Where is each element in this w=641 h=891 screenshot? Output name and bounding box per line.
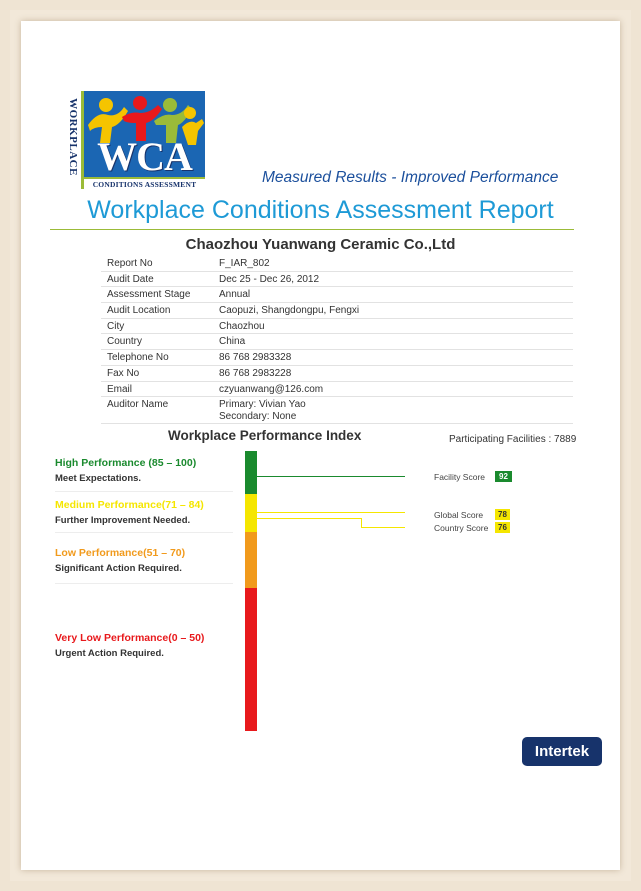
info-row-auditor: [101, 397, 573, 424]
bar-segment-medium: [245, 494, 257, 532]
info-value: Annual: [219, 289, 251, 301]
info-value: Caopuzi, Shangdongpu, Fengxi: [219, 305, 360, 317]
info-row: [101, 382, 573, 398]
info-label: Telephone No: [107, 352, 169, 364]
band-title: Very Low Performance(0 – 50): [55, 632, 205, 644]
info-label: Assessment Stage: [107, 289, 191, 301]
band-divider: [55, 532, 233, 533]
info-label: Report No: [107, 258, 153, 269]
info-row: [101, 287, 573, 303]
info-row: [101, 256, 573, 272]
facility-score-line: [257, 476, 405, 477]
global-score-badge: 78: [495, 509, 510, 520]
facility-score-label: Facility Score: [434, 472, 486, 482]
bar-segment-high: [245, 451, 257, 494]
info-label: Fax No: [107, 367, 140, 379]
country-score-line-c: [361, 527, 405, 528]
band-desc: Meet Expectations.: [55, 473, 142, 484]
info-row: [101, 334, 573, 350]
info-label: Audit Location: [107, 305, 171, 317]
logo-side-banner: [65, 91, 84, 189]
band-title: High Performance (85 – 100): [55, 457, 197, 469]
audit-info-table: [101, 256, 573, 424]
info-row: [101, 272, 573, 288]
page-title: Workplace Conditions Assessment Report: [87, 196, 554, 224]
info-value: F_IAR_802: [219, 258, 270, 269]
info-label: City: [107, 320, 125, 332]
global-score-label: Global Score: [434, 510, 484, 520]
info-row: [101, 303, 573, 319]
logo-letters: WCA: [97, 134, 192, 177]
wca-logo: [65, 91, 205, 189]
bar-segment-very-low: [245, 588, 257, 731]
participating-facilities: Participating Facilities : 7889: [449, 434, 577, 445]
info-value: czyuanwang@126.com: [219, 383, 324, 395]
facility-score-badge: 92: [495, 471, 512, 482]
band-high: [55, 457, 233, 484]
tagline: Measured Results - Improved Performance: [262, 169, 559, 186]
info-row: [101, 366, 573, 382]
band-divider: [55, 491, 233, 492]
index-title: Workplace Performance Index: [168, 428, 362, 443]
band-title: Medium Performance(71 – 84): [55, 499, 204, 511]
info-label: Country: [107, 336, 143, 348]
band-desc: Urgent Action Required.: [55, 648, 164, 659]
title-divider: [50, 229, 574, 230]
info-row: [101, 350, 573, 366]
band-very-low: [55, 632, 233, 659]
info-value: China: [219, 336, 246, 348]
logo-bottom-text: CONDITIONS ASSESSMENT: [84, 177, 205, 191]
info-value: 86 768 2983228: [219, 367, 292, 379]
auditor-secondary: Secondary: None: [219, 411, 297, 423]
logo-figures: [84, 91, 205, 177]
country-score-label: Country Score: [434, 523, 489, 533]
band-divider: [55, 583, 233, 584]
country-score-line-a: [257, 518, 361, 519]
info-label: Auditor Name: [107, 399, 169, 411]
info-value: Dec 25 - Dec 26, 2012: [219, 273, 320, 285]
info-value: 86 768 2983328: [219, 352, 292, 364]
info-label: Email: [107, 383, 133, 395]
country-score-line-b: [361, 518, 362, 527]
band-desc: Further Improvement Needed.: [55, 515, 191, 526]
intertek-logo: Intertek: [522, 737, 602, 766]
info-label: Audit Date: [107, 273, 154, 285]
band-low: [55, 547, 233, 574]
info-row: [101, 319, 573, 335]
band-title: Low Performance(51 – 70): [55, 547, 186, 559]
global-score-line: [257, 512, 405, 513]
band-desc: Significant Action Required.: [55, 563, 182, 574]
info-value: Chaozhou: [219, 320, 265, 332]
country-score-badge: 76: [495, 522, 510, 533]
report-page: [21, 21, 620, 870]
auditor-primary: Primary: Vivian Yao: [219, 399, 306, 411]
band-medium: [55, 499, 233, 526]
bar-segment-low: [245, 532, 257, 588]
company-name: Chaozhou Yuanwang Ceramic Co.,Ltd: [185, 236, 456, 253]
logo-side-text: WORKPLACE: [67, 98, 79, 176]
